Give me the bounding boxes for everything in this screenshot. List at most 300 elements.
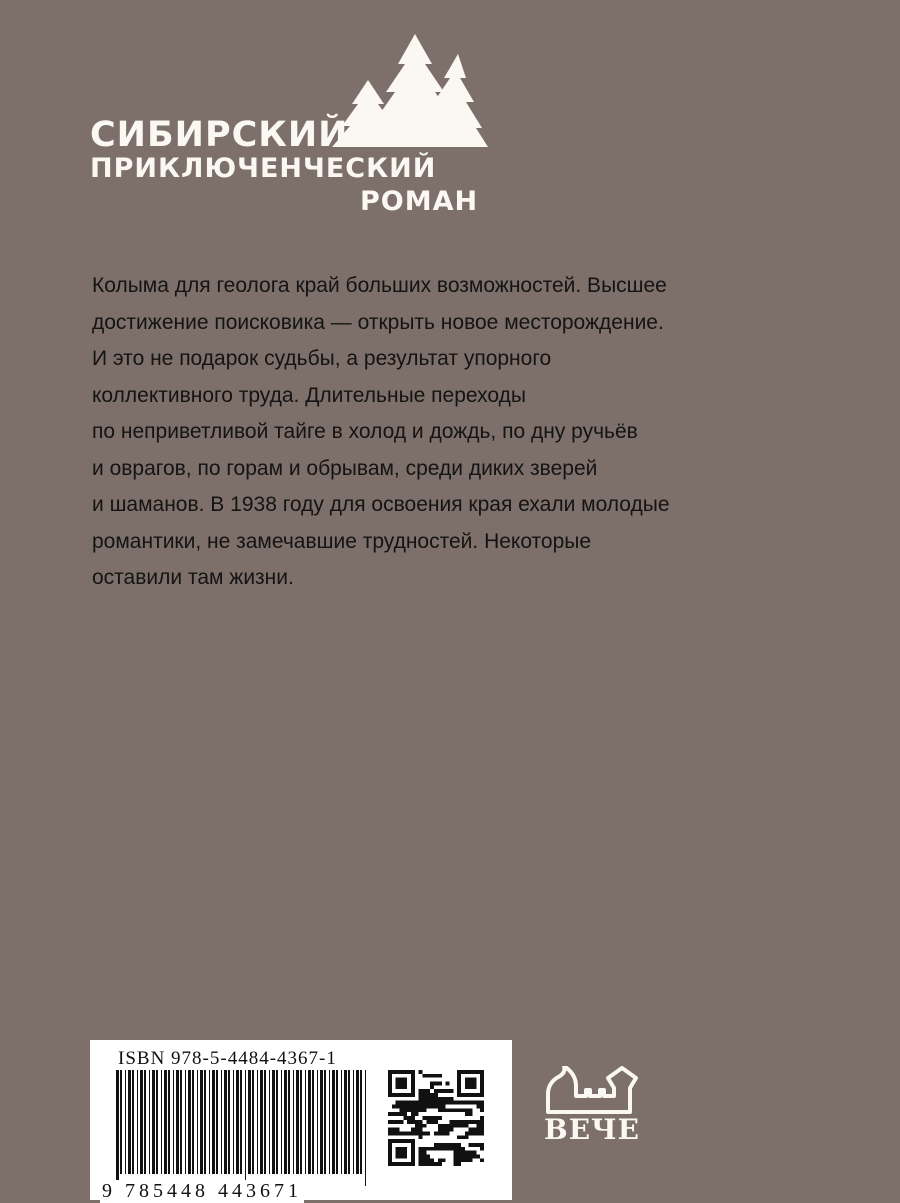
barcode-bar: [245, 1070, 246, 1186]
barcode-bar: [128, 1070, 131, 1174]
qr-module: [426, 1089, 430, 1093]
qr-module: [438, 1124, 442, 1128]
qr-module: [434, 1120, 438, 1124]
barcode-bar: [204, 1070, 206, 1174]
qr-module: [438, 1147, 442, 1151]
barcode-bar: [120, 1070, 122, 1174]
barcode-bar: [269, 1070, 270, 1174]
qr-module: [419, 1128, 423, 1132]
qr-module: [465, 1131, 469, 1135]
qr-module: [449, 1108, 453, 1112]
barcode-bar: [272, 1070, 275, 1174]
qr-module: [480, 1108, 484, 1112]
barcode-bar: [197, 1070, 198, 1174]
barcode-bar: [356, 1070, 359, 1174]
description-line: и шаманов. В 1938 году для освоения края ехали молодые: [92, 493, 670, 516]
barcode-bar: [156, 1070, 158, 1174]
qr-module: [480, 1143, 484, 1147]
qr-module: [430, 1120, 434, 1124]
publisher-name: ВЕЧЕ: [544, 1113, 640, 1146]
barcode-bar: [293, 1070, 294, 1174]
qr-module: [423, 1093, 427, 1097]
qr-module: [403, 1108, 407, 1112]
qr-module: [476, 1154, 480, 1158]
qr-module: [419, 1124, 423, 1128]
qr-module: [449, 1124, 453, 1128]
qr-module: [469, 1101, 473, 1105]
description-line: Колыма для геолога край больших возможностей. Высшее: [92, 274, 667, 297]
isbn-number: ISBN 978-5-4484-4367-1: [118, 1048, 337, 1069]
qr-module: [438, 1143, 442, 1147]
qr-module: [438, 1108, 442, 1112]
barcode-bar: [240, 1070, 242, 1174]
qr-module: [446, 1108, 450, 1112]
barcode-bar: [216, 1070, 218, 1174]
qr-module: [438, 1116, 442, 1120]
series-title-line-3: РОМАН: [360, 186, 479, 217]
qr-module: [400, 1120, 404, 1124]
qr-module: [411, 1116, 415, 1120]
fir-trees-icon: [330, 30, 490, 148]
qr-module: [396, 1147, 408, 1159]
barcode-bar: [332, 1070, 335, 1174]
qr-module: [449, 1097, 453, 1101]
qr-module: [480, 1105, 484, 1109]
qr-module: [446, 1082, 450, 1086]
qr-module: [423, 1105, 427, 1109]
qr-module: [469, 1143, 473, 1147]
qr-module: [438, 1074, 442, 1078]
qr-module: [388, 1120, 392, 1124]
series-title-line-1: СИБИРСКИЙ: [90, 115, 349, 155]
qr-module: [480, 1116, 484, 1120]
qr-module: [472, 1101, 476, 1105]
qr-module: [434, 1162, 438, 1166]
qr-module: [423, 1089, 427, 1093]
barcode-bar: [336, 1070, 338, 1174]
qr-module: [453, 1162, 457, 1166]
qr-module: [472, 1154, 476, 1158]
barcode-bar: [228, 1070, 230, 1174]
qr-module: [403, 1116, 407, 1120]
qr-module: [449, 1143, 453, 1147]
qr-module: [461, 1108, 465, 1112]
qr-module: [438, 1082, 442, 1086]
qr-module: [434, 1147, 438, 1151]
barcode-bar: [260, 1070, 263, 1174]
qr-module: [476, 1143, 480, 1147]
qr-module: [446, 1101, 450, 1105]
barcode-bar: [125, 1070, 126, 1174]
qr-module: [453, 1158, 457, 1162]
qr-module: [403, 1131, 407, 1135]
qr-module: [403, 1112, 407, 1116]
qr-module: [461, 1151, 465, 1155]
qr-module: [407, 1108, 411, 1112]
qr-module: [430, 1097, 434, 1101]
barcode-bar: [296, 1070, 299, 1174]
qr-module: [465, 1112, 469, 1116]
qr-module: [411, 1101, 415, 1105]
qr-module: [419, 1120, 423, 1124]
qr-module: [453, 1120, 457, 1124]
barcode-bar: [324, 1070, 326, 1174]
qr-module: [461, 1147, 465, 1151]
qr-module: [476, 1101, 480, 1105]
qr-module: [430, 1147, 434, 1151]
barcode-bar: [236, 1070, 239, 1174]
qr-module: [476, 1124, 480, 1128]
qr-module: [415, 1120, 419, 1124]
qr-module: [480, 1120, 484, 1124]
qr-module: [442, 1105, 446, 1109]
barcode-bar: [300, 1070, 302, 1174]
qr-module: [396, 1112, 400, 1116]
barcode-bar: [192, 1070, 194, 1174]
qr-module: [426, 1116, 430, 1120]
qr-module: [438, 1162, 442, 1166]
qr-module: [469, 1108, 473, 1112]
qr-module: [392, 1112, 396, 1116]
qr-module: [472, 1143, 476, 1147]
qr-module: [442, 1158, 446, 1162]
qr-module: [461, 1124, 465, 1128]
qr-module: [469, 1120, 473, 1124]
qr-module: [430, 1082, 434, 1086]
qr-module: [403, 1101, 407, 1105]
qr-module: [457, 1154, 461, 1158]
qr-module: [461, 1120, 465, 1124]
qr-module: [415, 1105, 419, 1109]
qr-module: [430, 1074, 434, 1078]
qr-module: [453, 1101, 457, 1105]
barcode-bar: [308, 1070, 311, 1174]
barcode-digits: 9 785448 443671: [102, 1180, 302, 1202]
description-line: по неприветливой тайге в холод и дождь, по дну ручьёв: [92, 420, 638, 443]
barcode-bar: [188, 1070, 191, 1174]
qr-module: [449, 1120, 453, 1124]
qr-module: [469, 1154, 473, 1158]
barcode-bar: [264, 1070, 266, 1174]
qr-module: [430, 1101, 434, 1105]
qr-module: [480, 1101, 484, 1105]
qr-module: [426, 1131, 430, 1135]
qr-module: [423, 1162, 427, 1166]
qr-module: [419, 1135, 423, 1139]
qr-module: [407, 1120, 411, 1124]
barcode: [112, 1070, 374, 1186]
qr-module: [461, 1154, 465, 1158]
barcode-bar: [116, 1070, 119, 1186]
qr-module: [423, 1151, 427, 1155]
qr-module: [449, 1147, 453, 1151]
barcode-bar: [164, 1070, 167, 1174]
qr-module: [480, 1147, 484, 1151]
barcode-bar: [137, 1070, 138, 1174]
qr-module: [469, 1128, 473, 1132]
qr-module: [476, 1131, 480, 1135]
qr-module: [400, 1108, 404, 1112]
barcode-bar: [288, 1070, 290, 1174]
qr-module: [407, 1131, 411, 1135]
qr-module: [453, 1154, 457, 1158]
barcode-bar: [248, 1070, 251, 1174]
description-line: и оврагов, по горам и обрывам, среди диких зверей: [92, 456, 598, 480]
qr-module: [469, 1112, 473, 1116]
qr-module: [400, 1112, 404, 1116]
barcode-bar: [224, 1070, 227, 1174]
qr-module: [430, 1093, 434, 1097]
description-line: достижение поисковика — открыть новое месторождение.: [92, 310, 664, 334]
qr-module: [446, 1097, 450, 1101]
qr-module: [411, 1105, 415, 1109]
qr-module: [396, 1128, 400, 1132]
qr-module: [419, 1097, 423, 1101]
qr-module: [457, 1158, 461, 1162]
qr-module: [446, 1131, 450, 1135]
qr-module: [396, 1101, 400, 1105]
qr-module: [400, 1105, 404, 1109]
barcode-bar: [317, 1070, 318, 1174]
qr-module: [392, 1128, 396, 1132]
qr-module: [438, 1158, 442, 1162]
qr-module: [426, 1097, 430, 1101]
qr-module: [465, 1154, 469, 1158]
qr-module: [434, 1105, 438, 1109]
qr-module: [407, 1101, 411, 1105]
qr-module: [480, 1124, 484, 1128]
barcode-bar: [341, 1070, 342, 1174]
qr-module: [430, 1085, 434, 1089]
series-logo: [90, 30, 490, 220]
qr-module: [423, 1131, 427, 1135]
qr-module: [434, 1116, 438, 1120]
qr-module: [423, 1097, 427, 1101]
barcode-bar: [144, 1070, 146, 1174]
qr-module: [426, 1158, 430, 1162]
qr-module: [434, 1074, 438, 1078]
barcode-bar: [344, 1070, 347, 1174]
qr-module: [469, 1131, 473, 1135]
qr-module: [465, 1108, 469, 1112]
qr-module: [411, 1128, 415, 1132]
book-description: [92, 268, 852, 597]
qr-module: [465, 1135, 469, 1139]
qr-module: [465, 1124, 469, 1128]
qr-module: [426, 1162, 430, 1166]
qr-module: [426, 1105, 430, 1109]
qr-module: [423, 1116, 427, 1120]
qr-module: [472, 1151, 476, 1155]
qr-module: [442, 1097, 446, 1101]
qr-module: [434, 1082, 438, 1086]
qr-module: [465, 1158, 469, 1162]
barcode-bar: [132, 1070, 134, 1174]
qr-module: [415, 1108, 419, 1112]
qr-module: [442, 1124, 446, 1128]
qr-module: [434, 1089, 438, 1093]
description-line: оставили там жизни.: [92, 566, 294, 589]
qr-module: [407, 1105, 411, 1109]
qr-module: [480, 1131, 484, 1135]
qr-module: [392, 1131, 396, 1135]
qr-module: [423, 1124, 427, 1128]
publisher-logo: [538, 1066, 648, 1156]
qr-module: [453, 1143, 457, 1147]
description-line: коллективного труда. Длительные переходы: [92, 383, 526, 407]
qr-module: [423, 1158, 427, 1162]
qr-module: [419, 1108, 423, 1112]
isbn-block: [90, 1040, 512, 1200]
qr-module: [457, 1120, 461, 1124]
qr-module: [457, 1143, 461, 1147]
qr-module: [430, 1105, 434, 1109]
qr-module: [465, 1101, 469, 1105]
barcode-bar: [149, 1070, 150, 1174]
qr-module: [442, 1131, 446, 1135]
barcode-bar: [200, 1070, 203, 1174]
qr-module: [472, 1131, 476, 1135]
qr-module: [392, 1105, 396, 1109]
qr-module: [453, 1147, 457, 1151]
qr-module: [419, 1070, 423, 1074]
qr-module: [457, 1101, 461, 1105]
qr-code: [388, 1070, 484, 1166]
qr-module: [419, 1154, 423, 1158]
barcode-bar: [176, 1070, 179, 1174]
qr-module: [465, 1120, 469, 1124]
qr-module: [423, 1147, 427, 1151]
qr-module: [465, 1078, 477, 1090]
qr-module: [434, 1101, 438, 1105]
barcode-bar: [360, 1070, 362, 1174]
qr-module: [411, 1120, 415, 1124]
qr-module: [446, 1128, 450, 1132]
qr-module: [419, 1089, 423, 1093]
qr-module: [415, 1112, 419, 1116]
qr-module: [423, 1101, 427, 1105]
qr-module: [423, 1074, 427, 1078]
qr-module: [415, 1124, 419, 1128]
qr-module: [400, 1131, 404, 1135]
description-line: романтики, не замечавшие трудностей. Некоторые: [92, 529, 592, 553]
qr-module: [434, 1097, 438, 1101]
qr-module: [442, 1108, 446, 1112]
qr-module: [438, 1128, 442, 1132]
barcode-bar: [161, 1070, 162, 1174]
qr-module: [407, 1116, 411, 1120]
series-title-line-2: ПРИКЛЮЧЕНЧЕСКИЙ: [90, 153, 437, 184]
qr-module: [430, 1116, 434, 1120]
qr-module: [442, 1101, 446, 1105]
qr-module: [419, 1158, 423, 1162]
qr-module: [457, 1135, 461, 1139]
qr-module: [480, 1158, 484, 1162]
barcode-bar: [180, 1070, 182, 1174]
qr-module: [419, 1162, 423, 1166]
qr-module: [388, 1131, 392, 1135]
qr-module: [419, 1093, 423, 1097]
qr-module: [457, 1162, 461, 1166]
barcode-bar: [168, 1070, 170, 1174]
qr-module: [457, 1147, 461, 1151]
barcode-bar: [353, 1070, 354, 1174]
qr-module: [426, 1101, 430, 1105]
qr-module: [442, 1147, 446, 1151]
qr-module: [465, 1151, 469, 1155]
qr-module: [426, 1147, 430, 1151]
qr-module: [396, 1105, 400, 1109]
qr-module: [396, 1120, 400, 1124]
qr-module: [388, 1128, 392, 1132]
qr-module: [411, 1108, 415, 1112]
barcode-bar: [140, 1070, 143, 1174]
qr-module: [476, 1120, 480, 1124]
qr-module: [419, 1101, 423, 1105]
barcode-bar: [212, 1070, 215, 1174]
description-line: И это не подарок судьбы, а результат упорного: [92, 347, 552, 370]
barcode-bar: [312, 1070, 314, 1174]
qr-module: [449, 1089, 453, 1093]
qr-module: [469, 1151, 473, 1155]
qr-module: [426, 1154, 430, 1158]
qr-module: [457, 1151, 461, 1155]
qr-module: [400, 1101, 404, 1105]
qr-module: [415, 1131, 419, 1135]
barcode-bar: [284, 1070, 287, 1174]
qr-module: [396, 1131, 400, 1135]
qr-module: [480, 1128, 484, 1132]
qr-module: [415, 1128, 419, 1132]
barcode-bar: [365, 1070, 366, 1186]
qr-module: [453, 1151, 457, 1155]
qr-module: [403, 1105, 407, 1109]
barcode-bar: [329, 1070, 330, 1174]
barcode-bar: [276, 1070, 278, 1174]
barcode-bar: [348, 1070, 350, 1174]
qr-module: [449, 1128, 453, 1132]
qr-module: [461, 1158, 465, 1162]
qr-module: [411, 1131, 415, 1135]
qr-module: [438, 1131, 442, 1135]
qr-module: [423, 1154, 427, 1158]
qr-module: [434, 1131, 438, 1135]
barcode-bar: [233, 1070, 234, 1174]
qr-module: [446, 1147, 450, 1151]
qr-module: [442, 1143, 446, 1147]
qr-module: [419, 1105, 423, 1109]
qr-module: [434, 1143, 438, 1147]
barcode-bar: [152, 1070, 155, 1174]
qr-module: [438, 1089, 442, 1093]
qr-module: [396, 1078, 408, 1090]
qr-module: [438, 1101, 442, 1105]
qr-module: [415, 1101, 419, 1105]
barcode-bar: [320, 1070, 323, 1174]
qr-module: [457, 1124, 461, 1128]
qr-module: [419, 1131, 423, 1135]
qr-module: [388, 1112, 392, 1116]
qr-module: [419, 1147, 423, 1151]
barcode-bar: [185, 1070, 186, 1174]
qr-module: [430, 1158, 434, 1162]
barcode-bar: [221, 1070, 222, 1174]
qr-module: [434, 1093, 438, 1097]
qr-module: [446, 1143, 450, 1147]
qr-module: [411, 1112, 415, 1116]
qr-module: [461, 1135, 465, 1139]
qr-module: [442, 1089, 446, 1093]
